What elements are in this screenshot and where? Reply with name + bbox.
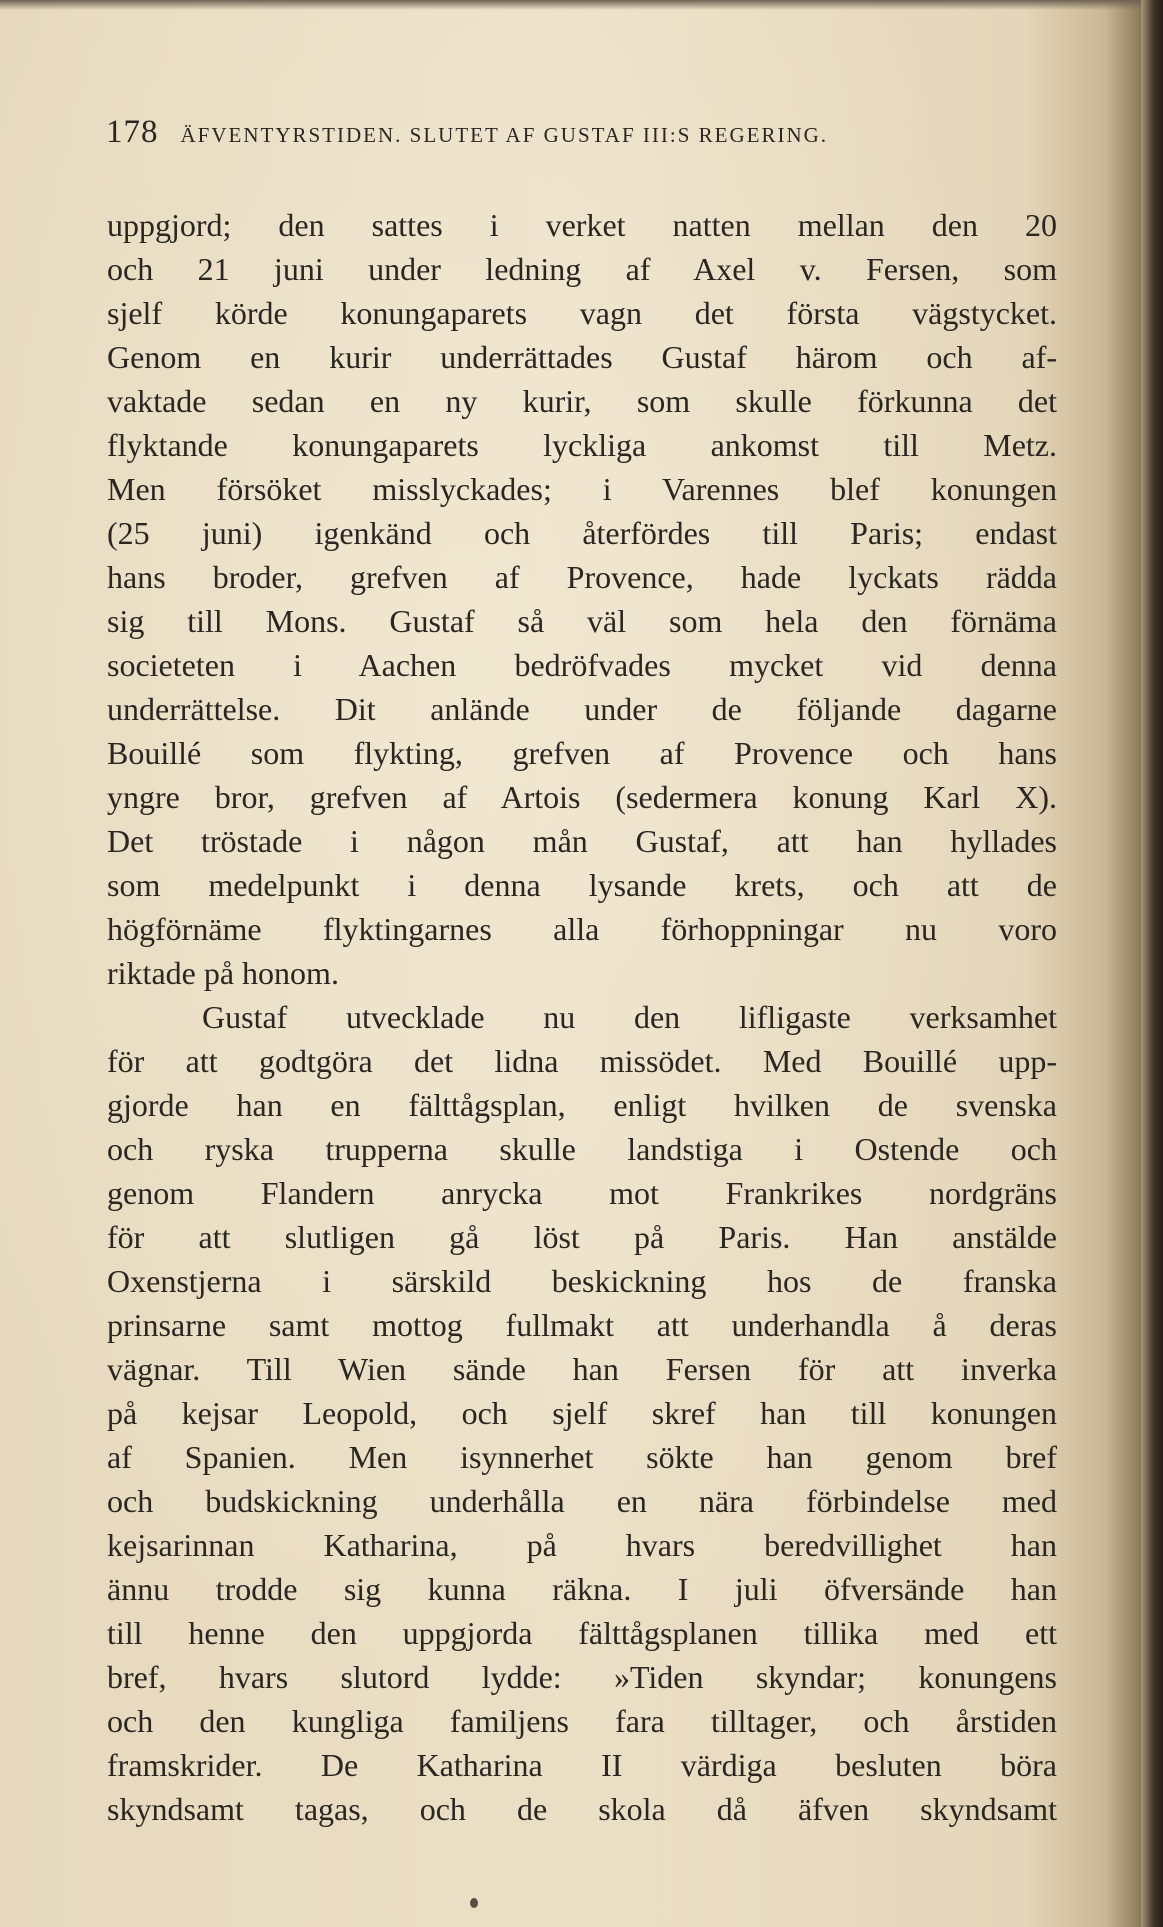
text-line: Genom en kurir underrättades Gustaf härom och af- — [107, 339, 1057, 375]
book-spine-edge — [1141, 0, 1163, 1927]
text-line: yngre bror, grefven af Artois (sedermera konung Karl X). — [107, 779, 1057, 815]
text-line: hans broder, grefven af Provence, hade lyckats rädda — [107, 559, 1057, 595]
text-line: vägnar. Till Wien sände han Fersen för att inverka — [107, 1351, 1057, 1387]
text-line: högförnäme flyktingarnes alla förhoppningar nu voro — [107, 911, 1057, 947]
text-line: och den kungliga familjens fara tilltager, och årstiden — [107, 1703, 1057, 1739]
text-line: vaktade sedan en ny kurir, som skulle förkunna det — [107, 383, 1057, 419]
text-line: och 21 juni under ledning af Axel v. Fersen, som — [107, 251, 1057, 287]
text-line: Men försöket misslyckades; i Varennes blef konungen — [107, 471, 1057, 507]
text-line: skyndsamt tagas, och de skola då äfven skyndsamt — [107, 1791, 1057, 1827]
text-line: framskrider. De Katharina II värdiga besluten böra — [107, 1747, 1057, 1783]
text-line: bref, hvars slutord lydde: »Tiden skyndar; konungens — [107, 1659, 1057, 1695]
text-line: sig till Mons. Gustaf så väl som hela den förnäma — [107, 603, 1057, 639]
text-line: ännu trodde sig kunna räkna. I juli öfversände han — [107, 1571, 1057, 1607]
page-top-shadow — [0, 0, 1163, 10]
text-line: Bouillé som flykting, grefven af Provence och hans — [107, 735, 1057, 771]
text-line: underrättelse. Dit anlände under de följande dagarne — [107, 691, 1057, 727]
text-line: och budskickning underhålla en nära förbindelse med — [107, 1483, 1057, 1519]
running-head: ÄFVENTYRSTIDEN. SLUTET AF GUSTAF III:S REGERING. — [180, 123, 829, 147]
text-line: på kejsar Leopold, och sjelf skref han till konungen — [107, 1395, 1057, 1431]
text-line: Det tröstade i någon mån Gustaf, att han hyllades — [107, 823, 1057, 859]
text-line: kejsarinnan Katharina, på hvars beredvillighet han — [107, 1527, 1057, 1563]
text-line: och ryska trupperna skulle landstiga i Ostende och — [107, 1131, 1057, 1167]
text-line: för att slutligen gå löst på Paris. Han anstälde — [107, 1219, 1057, 1255]
body-text — [107, 203, 1057, 1831]
text-line: sjelf körde konungaparets vagn det första vägstycket. — [107, 295, 1057, 331]
text-line: (25 juni) igenkänd och återfördes till Paris; endast — [107, 515, 1057, 551]
text-line: societeten i Aachen bedröfvades mycket vid denna — [107, 647, 1057, 683]
text-line: prinsarne samt mottog fullmakt att underhandla å deras — [107, 1307, 1057, 1343]
text-line: genom Flandern anrycka mot Frankrikes nordgräns — [107, 1175, 1057, 1211]
text-line: för att godtgöra det lidna missödet. Med Bouillé upp- — [107, 1043, 1057, 1079]
text-line: till henne den uppgjorda fälttågsplanen tillika med ett — [107, 1615, 1057, 1651]
page-header — [106, 114, 1006, 164]
text-line: flyktande konungaparets lyckliga ankomst till Metz. — [107, 427, 1057, 463]
text-line: riktade på honom. — [107, 955, 339, 991]
text-line: af Spanien. Men isynnerhet sökte han genom bref — [107, 1439, 1057, 1475]
ink-speck — [470, 1898, 478, 1908]
text-line: som medelpunkt i denna lysande krets, och att de — [107, 867, 1057, 903]
text-line: uppgjord; den sattes i verket natten mellan den 20 — [107, 207, 1057, 243]
text-line: Oxenstjerna i särskild beskickning hos de franska — [107, 1263, 1057, 1299]
text-line-indented: Gustaf utvecklade nu den lifligaste verksamhet — [202, 999, 1057, 1035]
text-line: gjorde han en fälttågsplan, enligt hvilken de svenska — [107, 1087, 1057, 1123]
page-number: 178 — [106, 114, 159, 150]
